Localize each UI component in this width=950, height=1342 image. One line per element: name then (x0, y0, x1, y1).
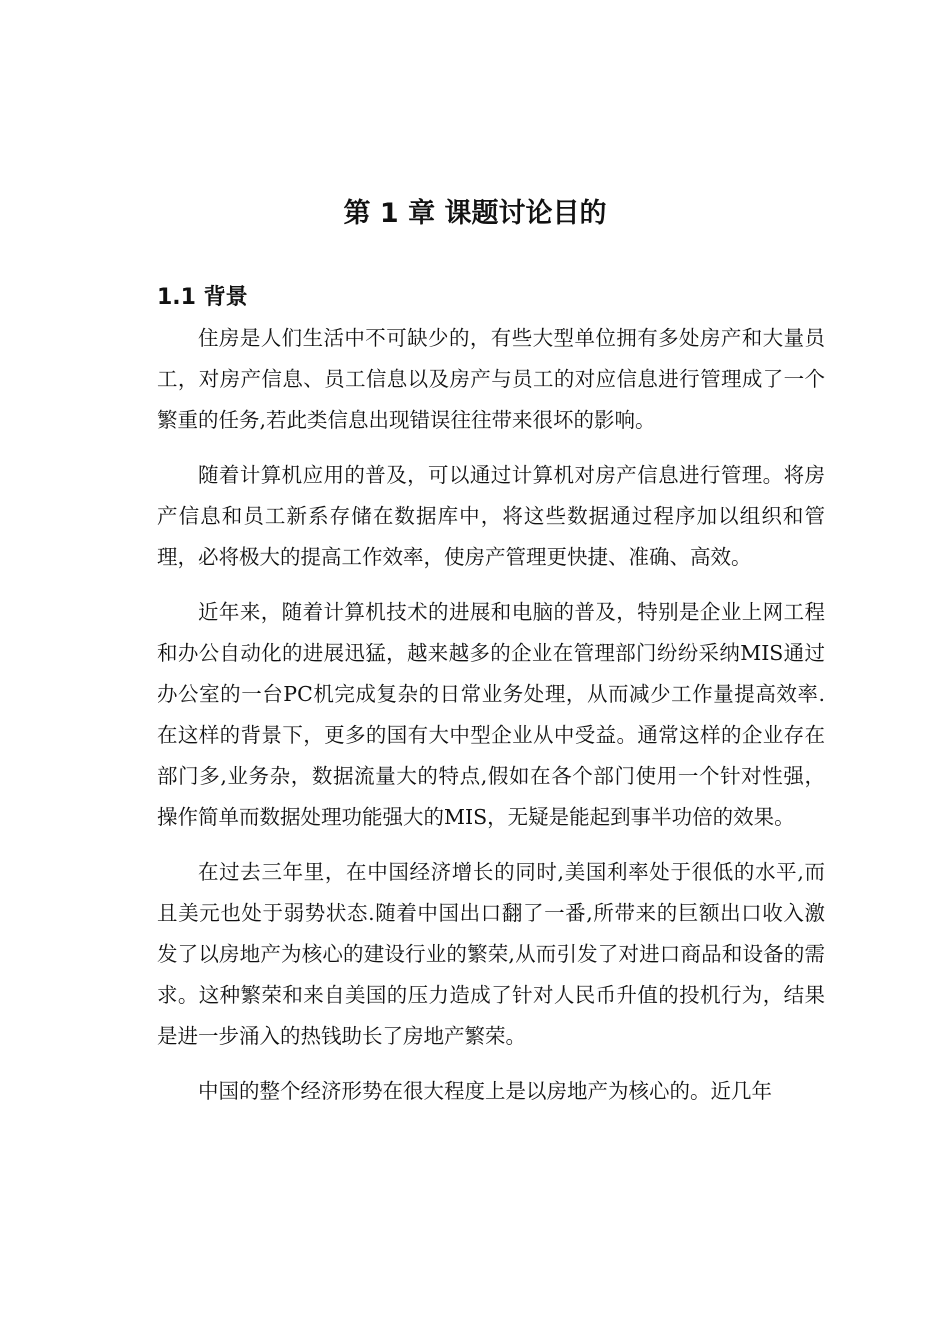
paragraph: 中国的整个经济形势在很大程度上是以房地产为核心的。近几年 (198, 1079, 772, 1103)
paragraph: 在过去三年里，在中国经济增长的同时,美国利率处于很低的水平,而且美元也处于弱势状态.随着中国出口翻了一番,所带来的巨额出口收入激发了以房地产为核心的建设行业的繁荣,从而引发了对进口商品和设备的需求。这种繁荣和来自美国的压力造成了针对人民币升值的投机行为，结果是进一步涌入的热钱助长了房地产繁荣。 (157, 860, 825, 1048)
paragraph: 住房是人们生活中不可缺少的，有些大型单位拥有多处房产和大量员工，对房产信息、员工信息以及房产与员工的对应信息进行管理成了一个繁重的任务,若此类信息出现错误往往带来很坏的影响。 (157, 326, 825, 432)
paragraph: 随着计算机应用的普及，可以通过计算机对房产信息进行管理。将房产信息和员工新系存储在数据库中，将这些数据通过程序加以组织和管理，必将极大的提高工作效率，使房产管理更快捷、准确、高效。 (157, 463, 825, 569)
chapter-title: 第 1 章 课题讨论目的 (343, 198, 607, 229)
paragraph: 近年来，随着计算机技术的进展和电脑的普及，特别是企业上网工程和办公自动化的进展迅猛，越来越多的企业在管理部门纷纷采纳MIS通过办公室的一台PC机完成复杂的日常业务处理，从而减少工作量提高效率.在这样的背景下，更多的国有大中型企业从中受益。通常这样的企业存在部门多,业务杂，数据流量大的特点,假如在各个部门使用一个针对性强，操作简单而数据处理功能强大的MIS，无疑是能起到事半功倍的效果。 (157, 600, 825, 829)
body-text (157, 318, 825, 1126)
section-heading: 1.1 背景 (157, 285, 248, 310)
